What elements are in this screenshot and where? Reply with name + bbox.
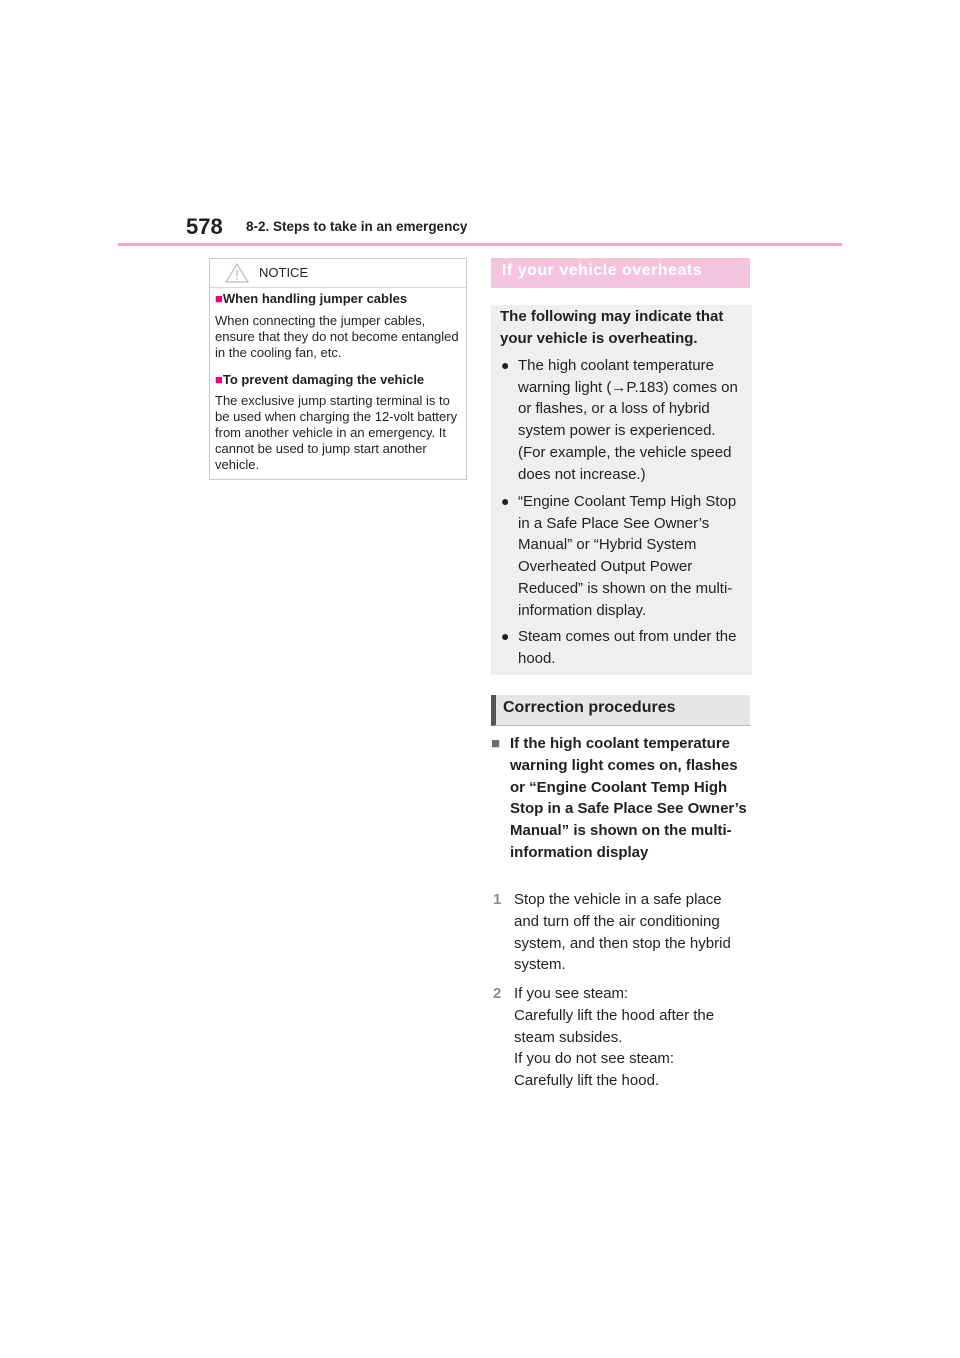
notice-text-jumper-cables: When connecting the jumper cables, ensure that they do not become entangled in the cooling fan, etc. — [215, 313, 459, 360]
condition-heading: ■ If the high coolant temperature warning light comes on, flashes or “Engine Coolant Temp High Stop in a Safe Place See Owner’s Manual” is shown on the multi-information display — [491, 735, 747, 861]
correction-section-header — [491, 695, 750, 726]
bullet-dot-icon: ● — [501, 493, 510, 509]
square-bullet-icon: ■ — [215, 291, 223, 306]
overheat-section-header — [491, 258, 750, 288]
notice-text-prevent-damage: The exclusive jump starting terminal is to be used when charging the 12-volt battery from another vehicle in an emergency. It cannot be used to jump start another vehicle. — [215, 393, 458, 472]
step-number: 2 — [493, 985, 502, 1002]
step-text: If you see steam: Carefully lift the hood after the steam subsides. If you do not see steam: Carefully lift the hood. — [514, 985, 715, 1090]
step-2 — [491, 983, 749, 1092]
warning-triangle-icon — [225, 263, 249, 288]
notice-heading-jumper-cables: ■When handling jumper cables — [215, 291, 408, 306]
overheat-intro: The following may indicate that your vehicle is overheating. — [500, 308, 724, 347]
square-bullet-icon: ■ — [215, 372, 223, 387]
step-1 — [491, 889, 749, 976]
square-bullet-icon: ■ — [491, 735, 501, 752]
list-item: ● Steam comes out from under the hood. — [501, 628, 737, 667]
step-number: 1 — [493, 891, 502, 908]
notice-title: NOTICE — [259, 265, 309, 280]
notice-box — [209, 258, 467, 480]
step-text: Stop the vehicle in a safe place and turn off the air conditioning system, and then stop the hybrid system. — [514, 891, 731, 974]
page-number: 578 — [186, 214, 223, 239]
bullet-dot-icon: ● — [501, 357, 510, 373]
overheat-symptoms-box — [491, 305, 752, 675]
section-title: 8-2. Steps to take in an emergency — [246, 219, 468, 234]
notice-heading-prevent-damage: ■To prevent damaging the vehicle — [215, 372, 425, 387]
overheat-section-title: If your vehicle overheats — [502, 262, 703, 279]
bullet-dot-icon: ● — [501, 628, 510, 644]
list-item: ● “Engine Coolant Temp High Stop in a Safe Place See Owner’s Manual” or “Hybrid System Overheated Output Power Reduced” is shown on the multi-information display. — [501, 493, 737, 619]
header-divider — [118, 243, 842, 246]
correction-section-title: Correction procedures — [503, 699, 676, 716]
list-item: ● The high coolant temperature warning light (→P.183) comes on or flashes, or a loss of hybrid system power is experienced. (For example, the vehicle speed does not increase.) — [501, 357, 738, 483]
notice-header — [210, 259, 466, 288]
